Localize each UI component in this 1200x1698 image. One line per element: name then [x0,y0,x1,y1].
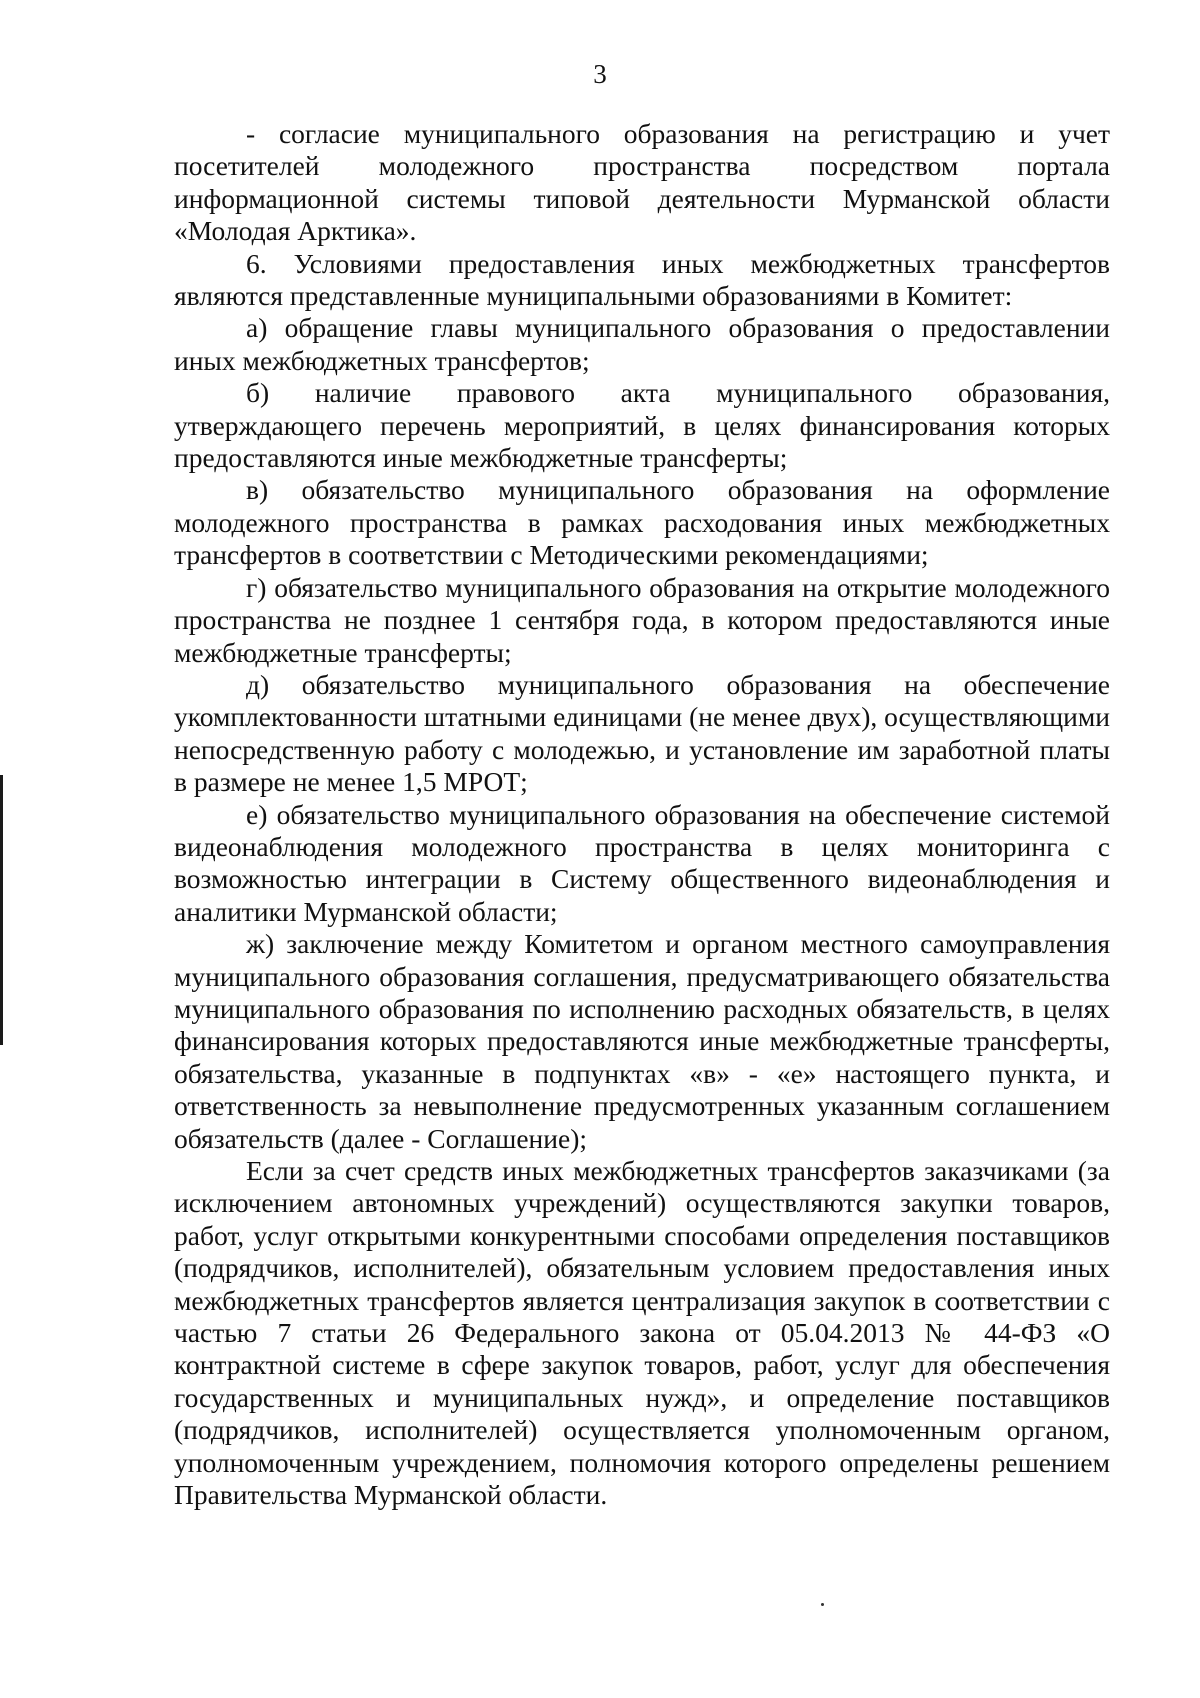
paragraph-item-v: в) обязательство муниципального образования на оформление молодежного пространства в рамках расходования иных межбюджетных трансфертов в соответствии с Методическими рекомендациями; [174,474,1110,571]
scan-edge-mark [0,775,3,1045]
paragraph-procurement: Если за счет средств иных межбюджетных трансфертов заказчиками (за исключением автономных учреждений) осуществляются закупки товаров, работ, услуг открытыми конкурентными способами определения поставщиков (подрядчиков, исполнителей), обязательным условием предоставления иных межбюджетных трансфертов является централизация закупок в соответствии с частью 7 статьи 26 Федерального закона от 05.04.2013 № 44-ФЗ «О контрактной системе в сфере закупок товаров, работ, услуг для обеспечения государственных и муниципальных нужд», и определение поставщиков (подрядчиков, исполнителей) осуществляется уполномоченным органом, уполномоченным учреждением, полномочия которого определены решением Правительства Мурманской области. [174,1155,1110,1511]
paragraph-item-d: д) обязательство муниципального образования на обеспечение укомплектованности штатными единицами (не менее двух), осуществляющими непосредственную работу с молодежью, и установление им заработной платы в размере не менее 1,5 МРОТ; [174,668,1110,798]
page-number: 3 [593,59,607,89]
paragraph-item-zh: ж) заключение между Комитетом и органом местного самоуправления муниципального образования соглашения, предусматривающего обязательства муниципального образования по исполнению расходных обязательств, в целях финансирования которых предоставляются иные межбюджетные трансферты, обязательства, указанные в подпунктах «в» - «е» настоящего пункта, и ответственность за невыполнение предусмотренных указанным соглашением обязательств (далее - Соглашение); [174,928,1110,1154]
paragraph-clause-6-conditions: 6. Условиями предоставления иных межбюджетных трансфертов являются представленные муниципальными образованиями в Комитет: [174,247,1110,312]
paragraph-item-g: г) обязательство муниципального образования на открытие молодежного пространства не позднее 1 сентября года, в котором предоставляются иные межбюджетные трансферты; [174,571,1110,668]
paragraph-item-b: б) наличие правового акта муниципального образования, утверждающего перечень мероприятий, в целях финансирования которых предоставляются иные межбюджетные трансферты; [174,377,1110,474]
scan-dot [821,1603,824,1606]
paragraph-item-e: е) обязательство муниципального образования на обеспечение системой видеонаблюдения молодежного пространства в целях мониторинга с возможностью интеграции в Систему общественного видеонаблюдения и аналитики Мурманской области; [174,798,1110,927]
paragraph-item-a: а) обращение главы муниципального образования о предоставлении иных межбюджетных трансфертов; [174,312,1110,376]
paragraph-consent-registration: - согласие муниципального образования на регистрацию и учет посетителей молодежного пространства посредством портала информационной системы типовой деятельности Мурманской области «Молодая Арктика». [174,118,1110,247]
document-body [174,118,1110,1511]
